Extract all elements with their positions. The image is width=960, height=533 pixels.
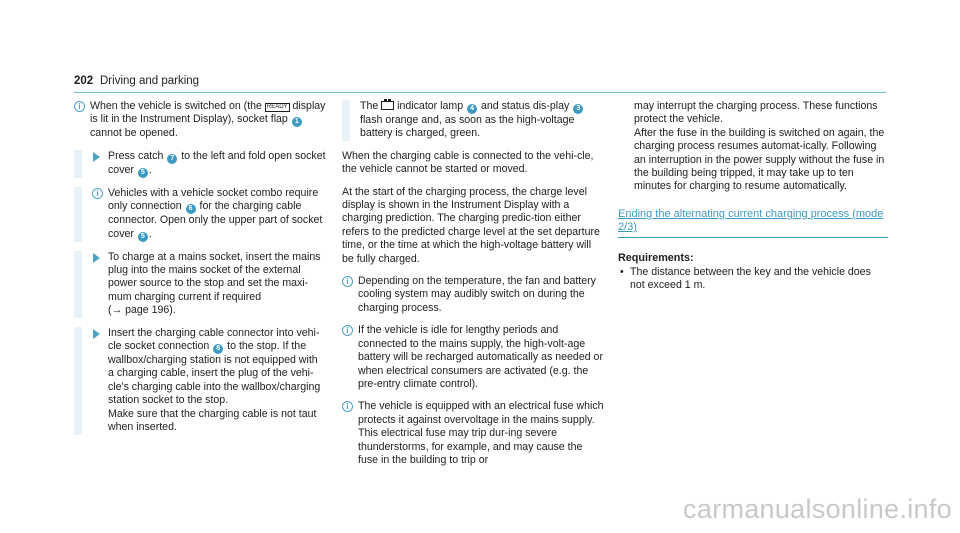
note-socket-combo: i Vehicles with a vehicle socket combo require only connection 6 for the charging cable connector. Open only the upper part of socket cover 5 . <box>74 187 326 242</box>
battery-icon <box>381 101 394 110</box>
info-icon: i <box>92 188 103 199</box>
step-arrow-icon <box>93 329 100 339</box>
step-arrow-icon <box>93 253 100 263</box>
fuse-continuation: may interrupt the charging process. These functions protect the vehicle. After the fuse in the building is switched on again, the charging process resumes automat-ically. Following an interruption in the power supply without the fuse in the building being tripped, it may take up to ten minutes for charging to resume automatically. <box>634 100 885 193</box>
callout-4: 4 <box>467 104 477 114</box>
note-fan: i Depending on the temperature, the fan and battery cooling system may audibly switch on during the charging process. <box>342 275 604 315</box>
column-3 <box>618 100 888 293</box>
paragraph-charge-level: At the start of the charging process, the charge level display is shown in the Instrument Display with a charging prediction. The charging predic-tion either refers to the predicted charge level at the set departure time, or the time at which the high-voltage battery will be fully charged. <box>342 185 600 265</box>
step-insert-connector: Insert the charging cable connector into vehi-cle socket connection 8 to the stop. If the wallbox/charging station is not equipped with a charging cable, insert the plug of the vehi-cle's charging cable into the wallbox/charging station socket to the stop. Make sure that the charging cable is not taut when inserted. <box>74 327 326 435</box>
callout-5: 5 <box>138 232 148 242</box>
section-title: Driving and parking <box>100 75 200 87</box>
note-idle: i If the vehicle is idle for lengthy periods and connected to the mains supply, the high-volt-age battery will be recharged automatically as needed or when electrical consumers are activated (e.g. the pre-entry climate control). <box>342 324 604 391</box>
note-fuse: i The vehicle is equipped with an electrical fuse which protects it against overvoltage in the mains supply. This electrical fuse may trip dur-ing severe thunderstorms, for example, and may cause the fuse in the building to trip or <box>342 400 604 467</box>
ready-icon: READY <box>266 104 288 110</box>
info-icon: i <box>342 401 353 412</box>
section-heading: Ending the alternating current charging process (mode 2/3) <box>618 208 888 238</box>
page-header <box>74 73 886 93</box>
callout-8: 8 <box>213 344 223 354</box>
callout-6: 6 <box>186 204 196 214</box>
info-icon: i <box>342 325 353 336</box>
page-reference-link[interactable]: (→ page 196). <box>108 304 176 317</box>
callout-7: 7 <box>167 154 177 164</box>
column-2 <box>342 100 604 476</box>
page-number: 202 <box>74 75 94 87</box>
step-mains-socket: To charge at a mains socket, insert the mains plug into the mains socket of the external power source to the stop and set the maxi-mum charging current if required (→ page 196). <box>74 251 326 318</box>
paragraph-connected: When the charging cable is connected to the vehi-cle, the vehicle cannot be started or moved. <box>342 149 594 176</box>
callout-5: 5 <box>138 168 148 178</box>
step-arrow-icon <box>93 152 100 162</box>
indicator-lamp-text: The indicator lamp 4 and status dis-play 3 flash orange and, as soon as the high-voltage battery is charged, green. <box>342 100 604 141</box>
watermark: carmanualsonline.info <box>683 494 952 524</box>
callout-3: 3 <box>573 104 583 114</box>
step-press-catch: Press catch 7 to the left and fold open socket cover 5 . <box>74 150 326 178</box>
requirement-item: • The distance between the key and the vehicle does not exceed 1 m. <box>618 266 888 293</box>
info-icon: i <box>74 101 85 112</box>
requirements-title: Requirements: <box>618 251 694 264</box>
callout-1: 1 <box>292 117 302 127</box>
note-ready-display: i When the vehicle is switched on (the READY display is lit in the Instrument Display), socket flap 1 cannot be opened. <box>74 100 326 141</box>
column-1 <box>74 100 326 444</box>
info-icon: i <box>342 276 353 287</box>
